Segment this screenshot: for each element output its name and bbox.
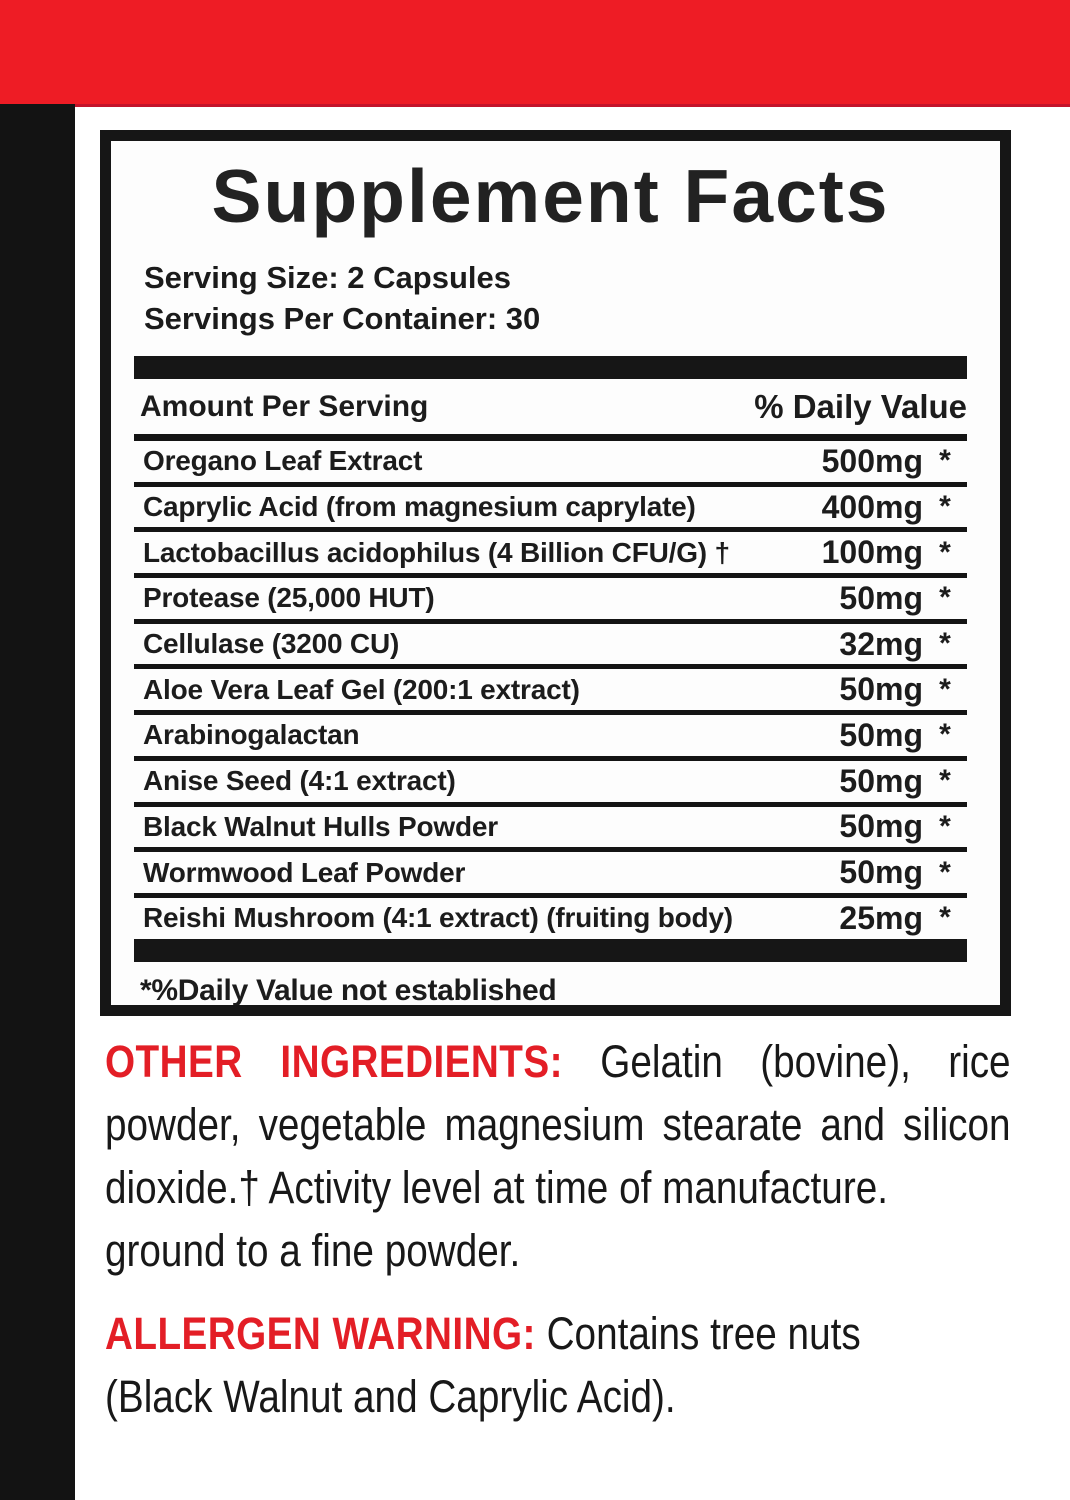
- other-ingredients-line: powder, vegetable magnesium stearate and silicon: [105, 1099, 1011, 1150]
- amount-per-serving-header: Amount Per Serving: [140, 389, 429, 423]
- other-ingredients-line: dioxide.† Activity level at time of manufacture.: [105, 1162, 888, 1213]
- ingredient-daily-value: *: [939, 809, 951, 843]
- ingredient-name: Anise Seed (4:1 extract): [143, 765, 456, 797]
- ingredient-daily-value: *: [939, 581, 951, 615]
- other-ingredients-line: ground to a fine powder.: [105, 1225, 521, 1276]
- table-header-row: [134, 379, 967, 434]
- ingredient-daily-value: *: [939, 901, 951, 935]
- serving-size-line: Serving Size: 2 Capsules: [144, 260, 511, 295]
- table-row: [134, 852, 967, 898]
- ingredient-daily-value: *: [939, 764, 951, 798]
- daily-value-footnote: *%Daily Value not established: [140, 973, 557, 1007]
- ingredient-name: Caprylic Acid (from magnesium caprylate): [143, 491, 696, 523]
- ingredient-name: Arabinogalactan: [143, 719, 360, 751]
- servings-per-container-line: Servings Per Container: 30: [144, 301, 541, 336]
- table-row: [134, 441, 967, 487]
- supplement-facts-panel: [100, 130, 1011, 1016]
- table-row: [134, 532, 967, 578]
- ingredient-name: Cellulase (3200 CU): [143, 628, 400, 660]
- divider-bar-bottom: [134, 939, 967, 962]
- ingredient-amount: 25mg: [839, 899, 923, 936]
- ingredient-amount: 50mg: [839, 762, 923, 799]
- table-row: [134, 898, 967, 939]
- ingredient-daily-value: *: [939, 672, 951, 706]
- table-row: [134, 715, 967, 761]
- allergen-warning-line: (Black Walnut and Caprylic Acid).: [105, 1371, 676, 1422]
- table-row: [134, 807, 967, 853]
- ingredient-amount: 400mg: [821, 488, 923, 525]
- top-red-band: [0, 0, 1070, 107]
- table-row: [134, 487, 967, 533]
- ingredient-name: Protease (25,000 HUT): [143, 582, 435, 614]
- panel-title: Supplement Facts: [211, 154, 890, 238]
- allergen-warning-text: Contains tree nuts: [546, 1308, 861, 1359]
- other-ingredients-text: Gelatin (bovine), rice: [600, 1036, 1011, 1087]
- ingredient-amount: 50mg: [839, 808, 923, 845]
- divider-bar-top: [134, 356, 967, 379]
- ingredient-amount: 50mg: [839, 716, 923, 753]
- other-ingredients-line: [105, 1030, 1011, 1093]
- table-row: [134, 578, 967, 624]
- ingredient-daily-value: *: [939, 535, 951, 569]
- ingredient-daily-value: *: [939, 444, 951, 478]
- ingredient-name: Reishi Mushroom (4:1 extract) (fruiting body): [143, 902, 733, 934]
- ingredient-daily-value: *: [939, 855, 951, 889]
- left-black-bar: [0, 104, 75, 1500]
- ingredient-name: Oregano Leaf Extract: [143, 445, 423, 477]
- header-rule: [134, 434, 967, 441]
- ingredient-amount: 32mg: [839, 625, 923, 662]
- table-row: [134, 669, 967, 715]
- ingredient-daily-value: *: [939, 718, 951, 752]
- daily-value-header: % Daily Value: [754, 387, 967, 425]
- ingredient-amount: 100mg: [821, 534, 923, 571]
- ingredient-name: Lactobacillus acidophilus (4 Billion CFU/G) †: [143, 536, 730, 568]
- ingredient-amount: 50mg: [839, 854, 923, 891]
- ingredient-rows: [134, 441, 967, 939]
- other-ingredients-label: OTHER INGREDIENTS:: [105, 1036, 563, 1087]
- ingredient-daily-value: *: [939, 627, 951, 661]
- ingredient-name: Wormwood Leaf Powder: [143, 856, 466, 888]
- allergen-warning-paragraph: [105, 1302, 1070, 1428]
- ingredient-daily-value: *: [939, 490, 951, 524]
- table-row: [134, 624, 967, 670]
- ingredient-name: Aloe Vera Leaf Gel (200:1 extract): [143, 673, 580, 705]
- allergen-warning-line: [105, 1302, 1011, 1365]
- ingredient-amount: 50mg: [839, 671, 923, 708]
- other-ingredients-paragraph: [105, 1030, 1070, 1282]
- ingredient-amount: 500mg: [821, 442, 923, 479]
- table-row: [134, 761, 967, 807]
- allergen-warning-label: ALLERGEN WARNING:: [105, 1308, 536, 1359]
- ingredient-amount: 50mg: [839, 579, 923, 616]
- ingredient-name: Black Walnut Hulls Powder: [143, 810, 498, 842]
